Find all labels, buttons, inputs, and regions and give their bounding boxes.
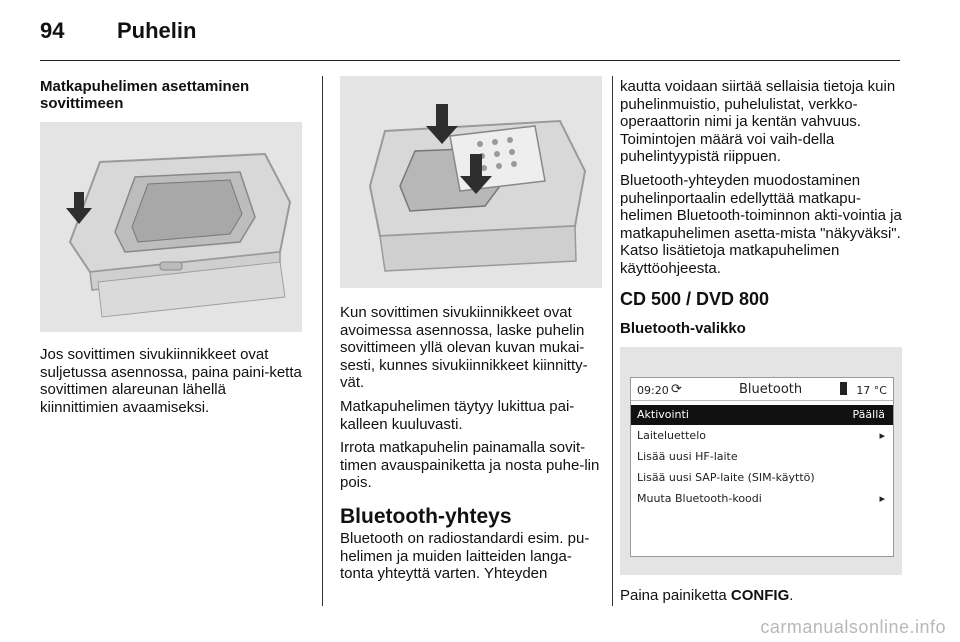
column-2 bbox=[340, 76, 605, 589]
column-divider bbox=[612, 76, 613, 606]
menu-row-label: Lisää uusi HF-laite bbox=[637, 449, 738, 463]
paragraph: Jos sovittimen sivukiinnikkeet ovat suljetussa asennossa, paina paini-ketta sovittimen alareunan lähellä kiinnittimien avaamiseksi. bbox=[40, 346, 302, 416]
subsection-heading: Matkapuhelimen asettaminen sovittimeen bbox=[40, 78, 250, 112]
display-screen bbox=[630, 377, 894, 557]
paragraph: Kun sovittimen sivukiinnikkeet ovat avoimessa asennossa, laske puhelin sovittimeen yllä olevan kuvan mukai-sesti, kunnes sivukiinnikkeet kiinnitty-vät. bbox=[340, 304, 588, 392]
paragraph: Bluetooth on radiostandardi esim. pu-helimen ja muiden laitteiden langa-tonta yhteyttä varten. Yhteyden bbox=[340, 529, 590, 583]
bluetooth-menu-screenshot bbox=[620, 347, 902, 575]
paragraph: kautta voidaan siirtää sellaisia tietoja kuin puhelinmuistio, puhelulistat, verkko-operaattorin nimi ja kentän vahvuus. Toimintojen määrä voi vaih-della puhelintyypistä riippuen. bbox=[620, 78, 896, 166]
menu-row-add-sap[interactable] bbox=[631, 468, 893, 488]
menu-row-value: Päällä bbox=[852, 407, 885, 421]
screen-status-bar bbox=[631, 378, 893, 401]
menu-row-label: Lisää uusi SAP-laite (SIM-käyttö) bbox=[637, 470, 815, 484]
chevron-right-icon: ▸ bbox=[879, 428, 885, 442]
section-heading: Bluetooth-yhteys bbox=[340, 504, 512, 528]
screen-title: Bluetooth bbox=[739, 381, 803, 397]
section-heading: CD 500 / DVD 800 bbox=[620, 288, 770, 309]
column-3 bbox=[620, 78, 905, 610]
config-button-label: CONFIG bbox=[730, 586, 790, 604]
watermark: carmanualsonline.info bbox=[760, 617, 946, 637]
refresh-icon: ⟳ bbox=[671, 381, 682, 397]
clock: 09:20 bbox=[637, 383, 669, 397]
phone-icon bbox=[840, 382, 847, 395]
menu-row-label: Aktivointi bbox=[637, 407, 689, 421]
instruction-paragraph bbox=[620, 587, 905, 605]
instruction-text: . bbox=[789, 586, 794, 604]
subsection-heading: Bluetooth-valikko bbox=[620, 319, 746, 337]
menu-row-label: Laiteluettelo bbox=[637, 428, 706, 442]
header-rule bbox=[40, 60, 900, 61]
temperature: 17 °C bbox=[856, 383, 887, 397]
menu-row-device-list[interactable] bbox=[631, 426, 893, 446]
menu-row-label: Muuta Bluetooth-koodi bbox=[637, 491, 762, 505]
paragraph: Irrota matkapuhelin painamalla sovit-timen avauspainiketta ja nosta puhe-lin pois. bbox=[340, 439, 600, 492]
chevron-right-icon: ▸ bbox=[879, 491, 885, 505]
menu-row-add-hf[interactable] bbox=[631, 447, 893, 467]
page-number: 94 bbox=[40, 18, 65, 43]
paragraph: Matkapuhelimen täytyy lukittua pai-kalleen kuuluvasti. bbox=[340, 397, 575, 433]
phone-adapter-closed-illustration bbox=[40, 122, 302, 332]
menu-row-activation[interactable] bbox=[631, 405, 893, 425]
instruction-text: Paina painiketta bbox=[620, 586, 731, 604]
paragraph: Bluetooth-yhteyden muodostaminen puhelinportaalin edellyttää matkapu-helimen Bluetooth-toiminnon akti-vointia ja matkapuhelimen asetta-mista "näkyväksi". Katso lisätietoja matkapuhelimen käyttöohjeesta. bbox=[620, 171, 902, 277]
column-1 bbox=[40, 78, 308, 422]
phone-insertion-illustration bbox=[340, 76, 602, 288]
column-divider bbox=[322, 76, 323, 606]
section-title: Puhelin bbox=[117, 18, 197, 43]
menu-row-change-code[interactable] bbox=[631, 489, 893, 509]
